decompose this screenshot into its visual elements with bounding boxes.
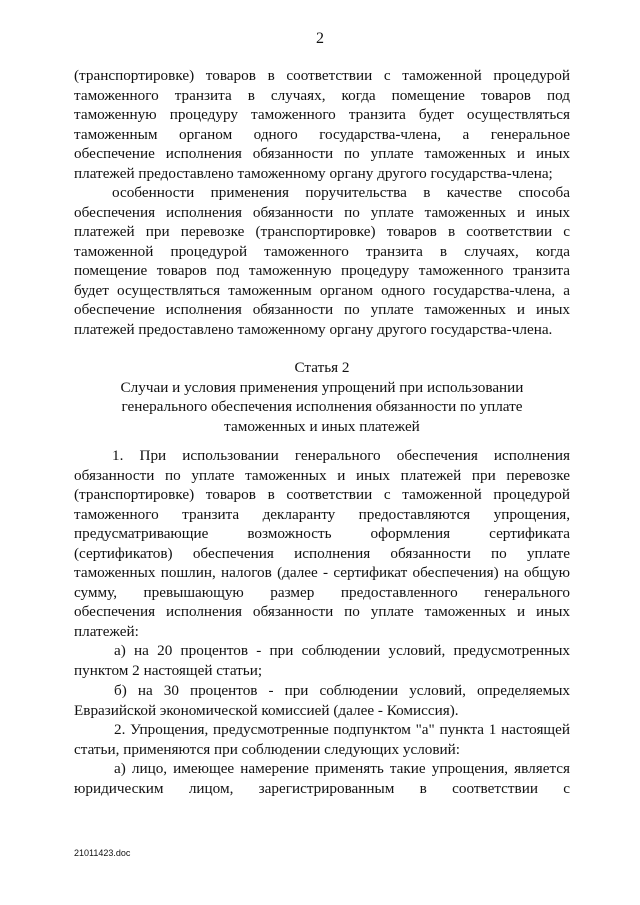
text-line: таможенного транзита в случаях, когда помещение товаров под bbox=[74, 86, 570, 104]
text-line: предусматривающие возможность оформления сертификата bbox=[74, 525, 570, 542]
text-line: обеспечения исполнения обязанности по уплате таможенных и иных bbox=[74, 603, 570, 620]
text-line: а) на 20 процентов - при соблюдении условий, предусмотренных bbox=[114, 642, 570, 659]
text-line: платежей предоставлено таможенному органу другого государства-члена. bbox=[74, 320, 553, 338]
article-title-line: таможенных и иных платежей bbox=[224, 417, 420, 435]
text-line: особенности применения поручительства в качестве способа bbox=[112, 184, 570, 201]
text-line: обеспечения исполнения обязанности по уплате таможенных и иных bbox=[74, 203, 570, 221]
article-heading bbox=[74, 358, 570, 436]
paragraph-5 bbox=[74, 759, 570, 798]
text-line: будет осуществляться таможенным органом одного государства-члена, а bbox=[74, 281, 570, 299]
text-line: 2. Упрощения, предусмотренные подпунктом "а" пункта 1 настоящей bbox=[114, 721, 570, 738]
page-number: 2 bbox=[316, 30, 324, 47]
text-line: платежей при перевозке (транспортировке) товаров в соответствии с bbox=[74, 223, 570, 240]
item-a bbox=[74, 641, 570, 680]
text-line: обязанности по уплате таможенных и иных платежей при перевозке bbox=[74, 466, 570, 484]
text-line: платежей: bbox=[74, 622, 139, 640]
text-line: 1. При использовании генерального обеспечения исполнения bbox=[112, 447, 570, 464]
text-line: а) лицо, имеющее намерение применять такие упрощения, является bbox=[114, 760, 570, 777]
text-line: (транспортировке) товаров в соответствии с таможенной процедурой bbox=[74, 67, 570, 84]
paragraph-3 bbox=[74, 446, 570, 641]
text-line: таможенного транзита декларанту предоставляются упрощения, bbox=[74, 505, 570, 523]
text-line: обеспечение исполнения обязанности по уплате таможенных и иных bbox=[74, 145, 570, 162]
text-line: таможенной процедурой таможенного транзита в случаях, когда bbox=[74, 242, 570, 260]
article-title-line: Случаи и условия применения упрощений при использовании bbox=[120, 378, 524, 396]
text-line: платежей предоставлено таможенному органу другого государства-члена; bbox=[74, 164, 553, 182]
text-line: сумму, превышающую размер предоставленного генерального bbox=[74, 583, 570, 601]
article-title-line: генерального обеспечения исполнения обязанности по уплате bbox=[121, 398, 523, 415]
article-label: Статья 2 bbox=[294, 359, 350, 376]
text-line: таможенную процедуру таможенного транзита будет осуществляться bbox=[74, 106, 570, 123]
text-line: помещение товаров под таможенную процедуру таможенного транзита bbox=[74, 262, 570, 279]
paragraph-1 bbox=[74, 66, 570, 183]
text-line: (сертификатов) обеспечения исполнения обязанности по уплате bbox=[74, 544, 570, 562]
text-line: пунктом 2 настоящей статьи; bbox=[74, 661, 263, 679]
text-line: юридическим лицом, зарегистрированным в соответствии с bbox=[74, 779, 570, 797]
item-b bbox=[74, 681, 570, 720]
text-line: Евразийской экономической комиссией (далее - Комиссия). bbox=[74, 701, 459, 719]
paragraph-2 bbox=[74, 183, 570, 339]
text-line: (транспортировке) товаров в соответствии с таможенной процедурой bbox=[74, 486, 570, 503]
footer-filename: 21011423.doc bbox=[74, 848, 131, 858]
text-line: таможенным органом одного государства-члена, а генеральное bbox=[74, 125, 570, 143]
text-line: таможенных пошлин, налогов (далее - сертификат обеспечения) на общую bbox=[74, 564, 570, 581]
text-line: статьи, применяются при соблюдении следующих условий: bbox=[74, 740, 461, 758]
paragraph-4 bbox=[74, 720, 570, 759]
text-line: обеспечение исполнения обязанности по уплате таможенных и иных bbox=[74, 301, 570, 318]
text-line: б) на 30 процентов - при соблюдении условий, определяемых bbox=[114, 682, 570, 699]
